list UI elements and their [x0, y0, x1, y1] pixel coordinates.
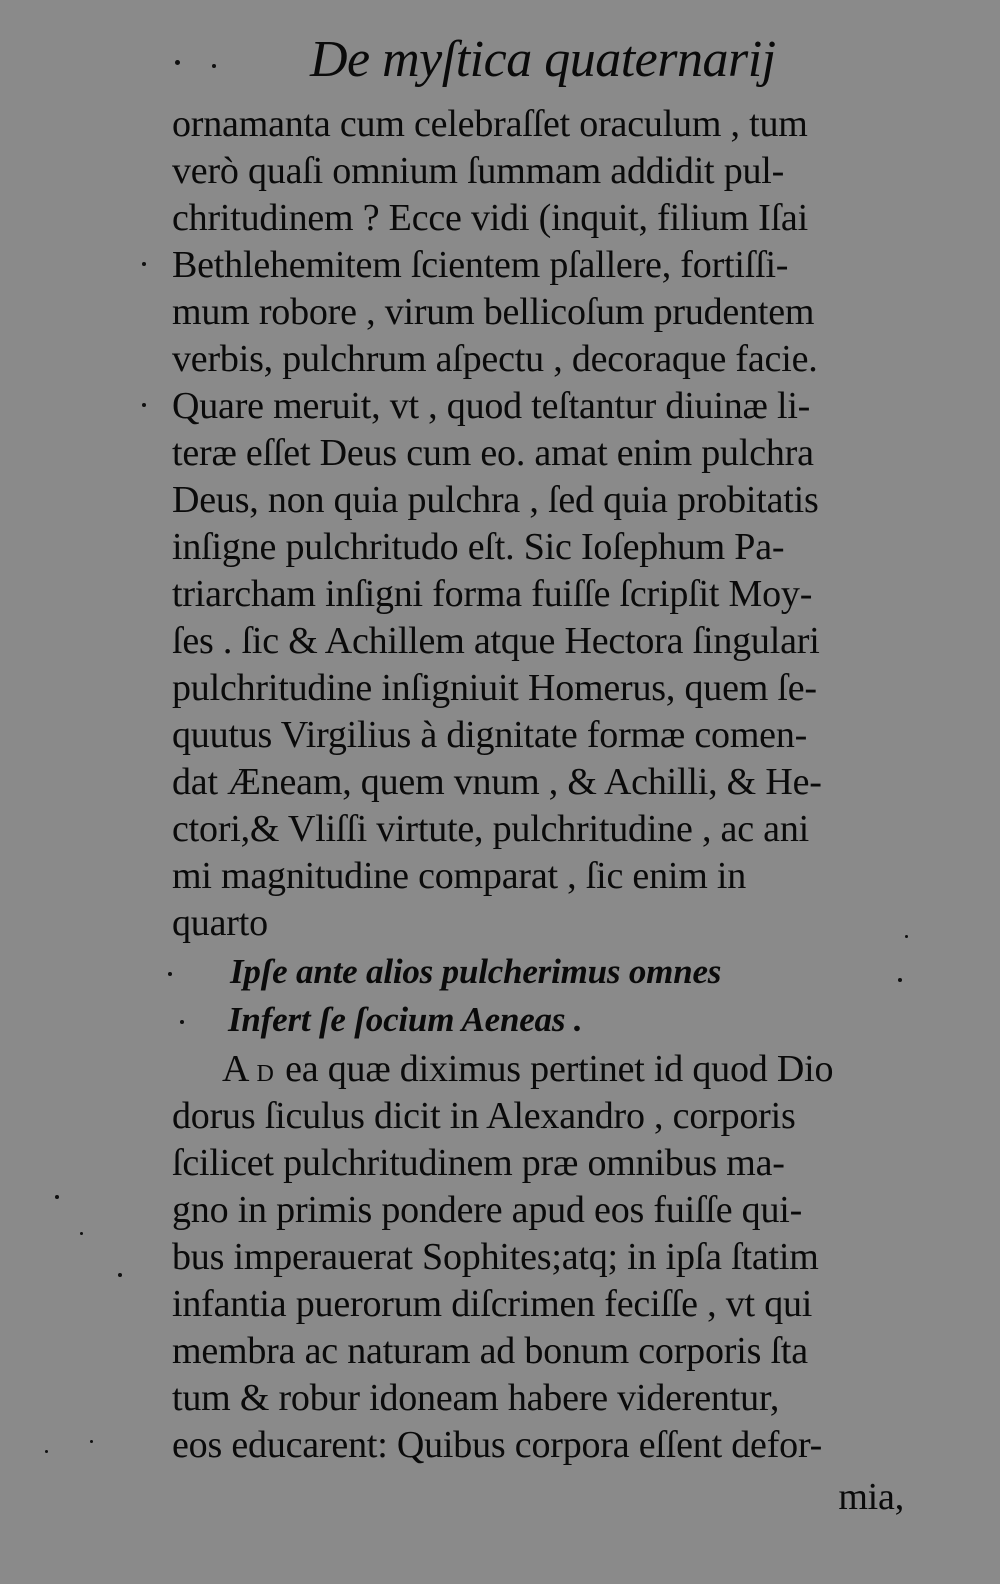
text-line: verò quaſi omnium ſummam addidit pul- [172, 150, 785, 192]
text-line: bus imperauerat Sophites;atq; in ipſa ſtatim [172, 1236, 819, 1278]
ink-speck [55, 1195, 59, 1199]
catchword: mia, [838, 1476, 904, 1518]
text-line: quarto [172, 902, 268, 944]
text-line: tum & robur idoneam habere viderentur, [172, 1377, 780, 1419]
ink-speck [175, 60, 180, 65]
text-line: ornamanta cum celebraſſet oraculum , tum [172, 103, 808, 145]
initial-letter: A [222, 1048, 248, 1090]
ink-speck [898, 978, 902, 982]
text-line: infantia puerorum diſcrimen feciſſe , vt qui [172, 1283, 813, 1325]
text-line: inſigne pulchritudo eſt. Sic Ioſephum Pa- [172, 526, 785, 568]
text-line: mi magnitudine comparat , ſic enim in [172, 855, 747, 897]
text-line: teræ eſſet Deus cum eo. amat enim pulchra [172, 432, 814, 474]
small-cap-letter: D [256, 1061, 276, 1087]
text-line: Quare meruit, vt , quod teſtantur diuinæ li- [172, 385, 811, 427]
ink-speck [180, 1020, 184, 1024]
ink-speck [212, 64, 216, 68]
ink-speck [168, 972, 172, 976]
ink-speck [118, 1273, 122, 1277]
text-line: mum robore , virum bellicoſum prudentem [172, 291, 815, 333]
text-line: membra ac naturam ad bonum corporis ſta [172, 1330, 808, 1372]
text-line: quutus Virgilius à dignitate formæ comen- [172, 714, 808, 756]
opening-line-text: ea quæ diximus pertinet id quod Dio [275, 1048, 834, 1090]
text-line: eos educarent: Quibus corpora eſſent defor- [172, 1424, 823, 1466]
text-line: pulchritudine inſigniuit Homerus, quem ſe- [172, 667, 817, 709]
ink-speck [90, 1440, 93, 1443]
text-line: ſcilicet pulchritudinem præ omnibus ma- [172, 1142, 785, 1184]
verse-line: Infert ſe ſocium Aeneas . [228, 1000, 583, 1039]
text-line: dat Æneam, quem vnum , & Achilli, & He- [172, 761, 822, 803]
text-line: Deus, non quia pulchra , ſed quia probitatis [172, 479, 819, 521]
ink-speck [142, 262, 146, 266]
text-line: triarcham inſigni forma fuiſſe ſcripſit Moy- [172, 573, 813, 615]
text-line: ſes . ſic & Achillem atque Hectora ſingulari [172, 620, 820, 662]
text-line: gno in primis pondere apud eos fuiſſe qui- [172, 1189, 803, 1231]
ink-speck [905, 935, 908, 938]
text-line: verbis, pulchrum aſpectu , decoraque facie. [172, 338, 818, 380]
text-line: ctori,& Vliſſi virtute, pulchritudine , ac ani [172, 808, 810, 850]
ink-speck [80, 1232, 83, 1235]
paragraph-opening-line [222, 1047, 833, 1091]
running-head: De myſtica quaternarij [310, 31, 776, 88]
ink-speck [45, 1450, 48, 1453]
verse-line: Ipſe ante alios pulcherimus omnes [230, 952, 722, 991]
ink-speck [142, 403, 146, 407]
text-line: chritudinem ? Ecce vidi (inquit, filium Iſai [172, 197, 808, 239]
text-line: dorus ſiculus dicit in Alexandro , corporis [172, 1095, 796, 1137]
text-line: Bethlehemitem ſcientem pſallere, fortiſſi- [172, 244, 789, 286]
